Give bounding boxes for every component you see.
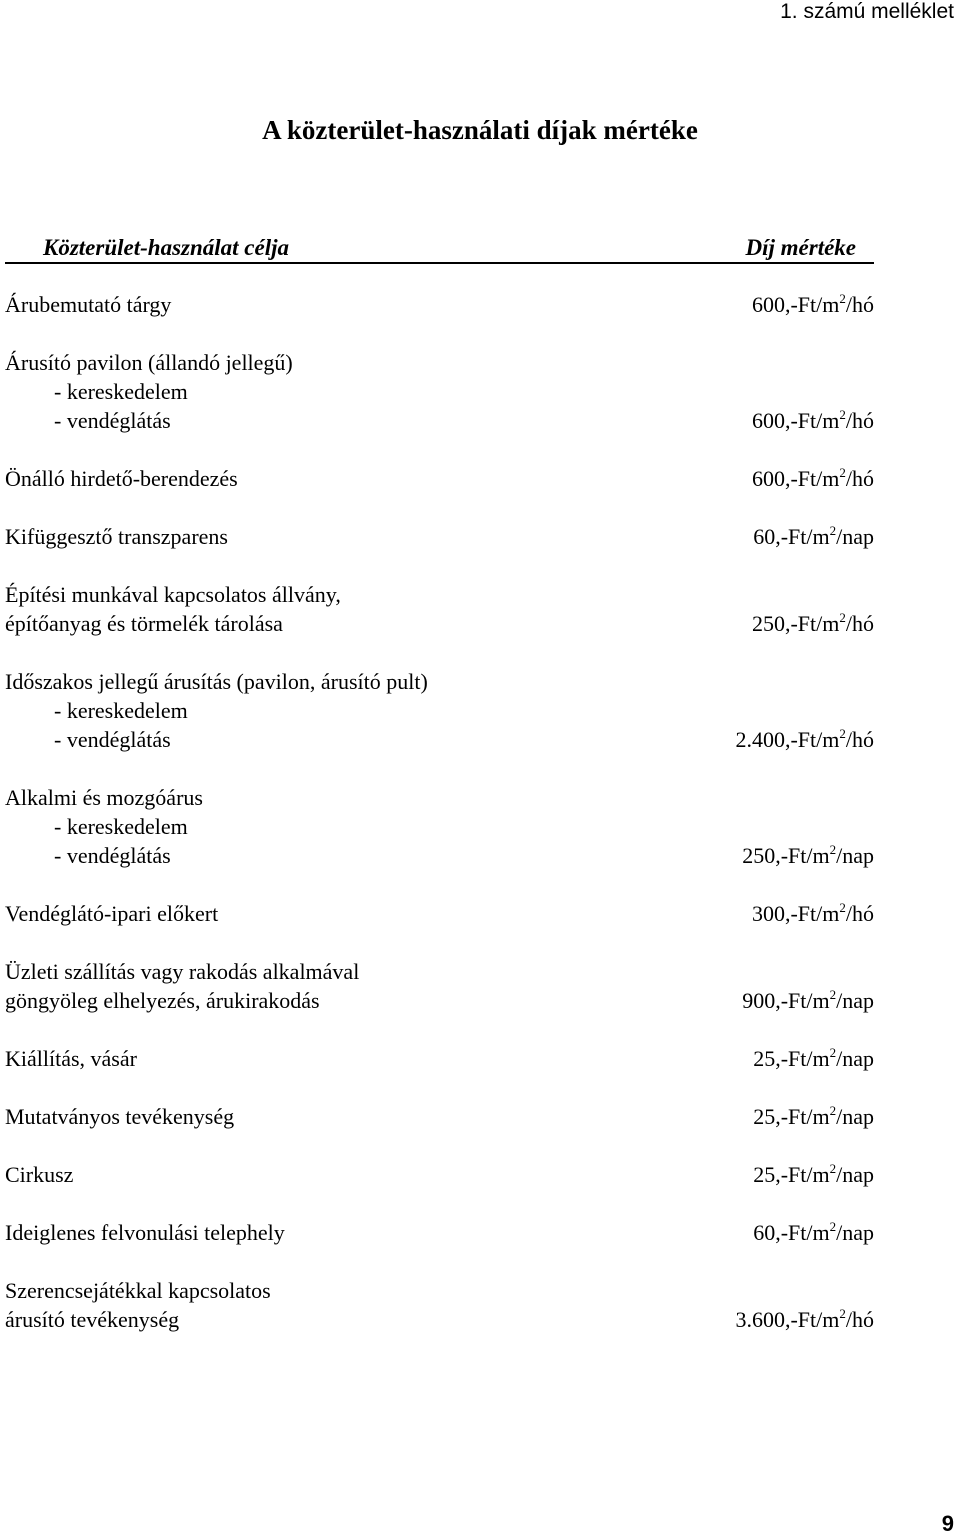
purpose-subline: - kereskedelem bbox=[54, 379, 188, 404]
fee-unit: /hó bbox=[845, 466, 874, 491]
fee-cell bbox=[752, 406, 874, 435]
fee-cell bbox=[735, 1305, 874, 1334]
purpose-cell bbox=[5, 348, 685, 435]
fee-amount: 900,-Ft/m bbox=[742, 988, 830, 1013]
fee-unit: /hó bbox=[845, 1307, 874, 1332]
fee-exponent: 2 bbox=[829, 1219, 837, 1234]
purpose-cell bbox=[5, 1218, 685, 1247]
purpose-cell bbox=[5, 1276, 685, 1334]
page-number: 9 bbox=[941, 1511, 954, 1536]
fee-cell bbox=[753, 1160, 874, 1189]
purpose-line: Kifüggesztő transzparens bbox=[5, 524, 228, 549]
fee-exponent: 2 bbox=[839, 726, 846, 741]
purpose-line: árusító tevékenység bbox=[5, 1307, 180, 1332]
purpose-cell bbox=[5, 783, 685, 870]
purpose-line: Építési munkával kapcsolatos állvány, bbox=[5, 582, 341, 607]
purpose-cell bbox=[5, 667, 685, 754]
fee-cell bbox=[753, 522, 874, 551]
fee-amount: 60,-Ft/m bbox=[753, 524, 830, 549]
fee-cell bbox=[753, 1102, 874, 1131]
fee-exponent: 2 bbox=[829, 842, 837, 857]
header-purpose: Közterület-használat célja bbox=[43, 235, 289, 260]
purpose-line: Árubemutató tárgy bbox=[5, 292, 172, 317]
fee-exponent: 2 bbox=[839, 900, 846, 915]
purpose-line: Időszakos jellegű árusítás (pavilon, árusító pult) bbox=[5, 669, 428, 694]
fee-unit: /hó bbox=[845, 408, 874, 433]
purpose-cell bbox=[5, 957, 685, 1015]
fee-cell bbox=[752, 290, 874, 319]
fee-exponent: 2 bbox=[829, 1161, 837, 1176]
purpose-line: Cirkusz bbox=[5, 1162, 74, 1187]
fee-amount: 600,-Ft/m bbox=[751, 408, 840, 433]
header-fee: Díj mértéke bbox=[745, 235, 856, 260]
fee-exponent: 2 bbox=[829, 523, 837, 538]
fee-exponent: 2 bbox=[829, 1045, 837, 1060]
purpose-cell bbox=[5, 899, 685, 928]
fee-amount: 25,-Ft/m bbox=[753, 1046, 830, 1071]
fee-cell bbox=[753, 1218, 874, 1247]
fee-cell bbox=[752, 609, 874, 638]
fee-exponent: 2 bbox=[839, 610, 846, 625]
purpose-cell bbox=[5, 290, 685, 319]
purpose-subline: - vendéglátás bbox=[54, 408, 171, 433]
fee-cell bbox=[752, 899, 874, 928]
fee-exponent: 2 bbox=[829, 1103, 837, 1118]
fee-cell bbox=[753, 1044, 874, 1073]
purpose-line: Üzleti szállítás vagy rakodás alkalmával bbox=[5, 959, 360, 984]
purpose-line: Szerencsejátékkal kapcsolatos bbox=[5, 1278, 271, 1303]
fee-unit: /nap bbox=[836, 524, 874, 549]
fee-unit: /nap bbox=[836, 1046, 874, 1071]
purpose-line: Kiállítás, vásár bbox=[5, 1046, 137, 1071]
fee-amount: 250,-Ft/m bbox=[742, 843, 830, 868]
fee-amount: 300,-Ft/m bbox=[751, 901, 840, 926]
fee-amount: 600,-Ft/m bbox=[751, 466, 840, 491]
fee-unit: /hó bbox=[845, 901, 874, 926]
fee-amount: 600,-Ft/m bbox=[751, 292, 840, 317]
document-title: A közterület-használati díjak mértéke bbox=[262, 115, 698, 145]
annex-label: 1. számú melléklet bbox=[780, 0, 954, 23]
fee-exponent: 2 bbox=[829, 987, 837, 1002]
purpose-line: Mutatványos tevékenység bbox=[5, 1104, 235, 1129]
purpose-line: Vendéglátó-ipari előkert bbox=[5, 901, 219, 926]
fee-unit: /nap bbox=[836, 988, 874, 1013]
fee-amount: 2.400,-Ft/m bbox=[735, 727, 840, 752]
fee-exponent: 2 bbox=[839, 291, 846, 306]
purpose-cell bbox=[5, 464, 685, 493]
purpose-cell bbox=[5, 522, 685, 551]
fee-exponent: 2 bbox=[839, 465, 846, 480]
fee-cell bbox=[742, 841, 874, 870]
fee-cell bbox=[742, 986, 874, 1015]
purpose-cell bbox=[5, 1160, 685, 1189]
fee-unit: /nap bbox=[836, 1104, 874, 1129]
fee-unit: /hó bbox=[845, 292, 874, 317]
fee-unit: /hó bbox=[845, 611, 874, 636]
purpose-line: Ideiglenes felvonulási telephely bbox=[5, 1220, 285, 1245]
fee-exponent: 2 bbox=[839, 1306, 846, 1321]
purpose-subline: - kereskedelem bbox=[54, 698, 188, 723]
fee-cell bbox=[752, 464, 874, 493]
purpose-subline: - vendéglátás bbox=[54, 843, 171, 868]
table-header bbox=[5, 234, 874, 264]
fee-amount: 60,-Ft/m bbox=[753, 1220, 830, 1245]
purpose-line: Árusító pavilon (állandó jellegű) bbox=[5, 350, 293, 375]
purpose-subline: - vendéglátás bbox=[54, 727, 171, 752]
fee-amount: 25,-Ft/m bbox=[753, 1162, 830, 1187]
fee-unit: /nap bbox=[836, 1220, 874, 1245]
fee-unit: /nap bbox=[836, 843, 874, 868]
purpose-line: Alkalmi és mozgóárus bbox=[5, 785, 203, 810]
purpose-cell bbox=[5, 1102, 685, 1131]
fee-unit: /nap bbox=[836, 1162, 874, 1187]
purpose-subline: - kereskedelem bbox=[54, 814, 188, 839]
purpose-line: építőanyag és törmelék tárolása bbox=[5, 611, 283, 636]
fee-amount: 250,-Ft/m bbox=[751, 611, 840, 636]
fee-exponent: 2 bbox=[839, 407, 846, 422]
fee-unit: /hó bbox=[845, 727, 874, 752]
purpose-cell bbox=[5, 580, 685, 638]
purpose-cell bbox=[5, 1044, 685, 1073]
fee-amount: 25,-Ft/m bbox=[753, 1104, 830, 1129]
purpose-line: göngyöleg elhelyezés, árukirakodás bbox=[5, 988, 320, 1013]
fee-amount: 3.600,-Ft/m bbox=[735, 1307, 840, 1332]
fee-cell bbox=[735, 725, 874, 754]
purpose-line: Önálló hirdető-berendezés bbox=[5, 466, 238, 491]
